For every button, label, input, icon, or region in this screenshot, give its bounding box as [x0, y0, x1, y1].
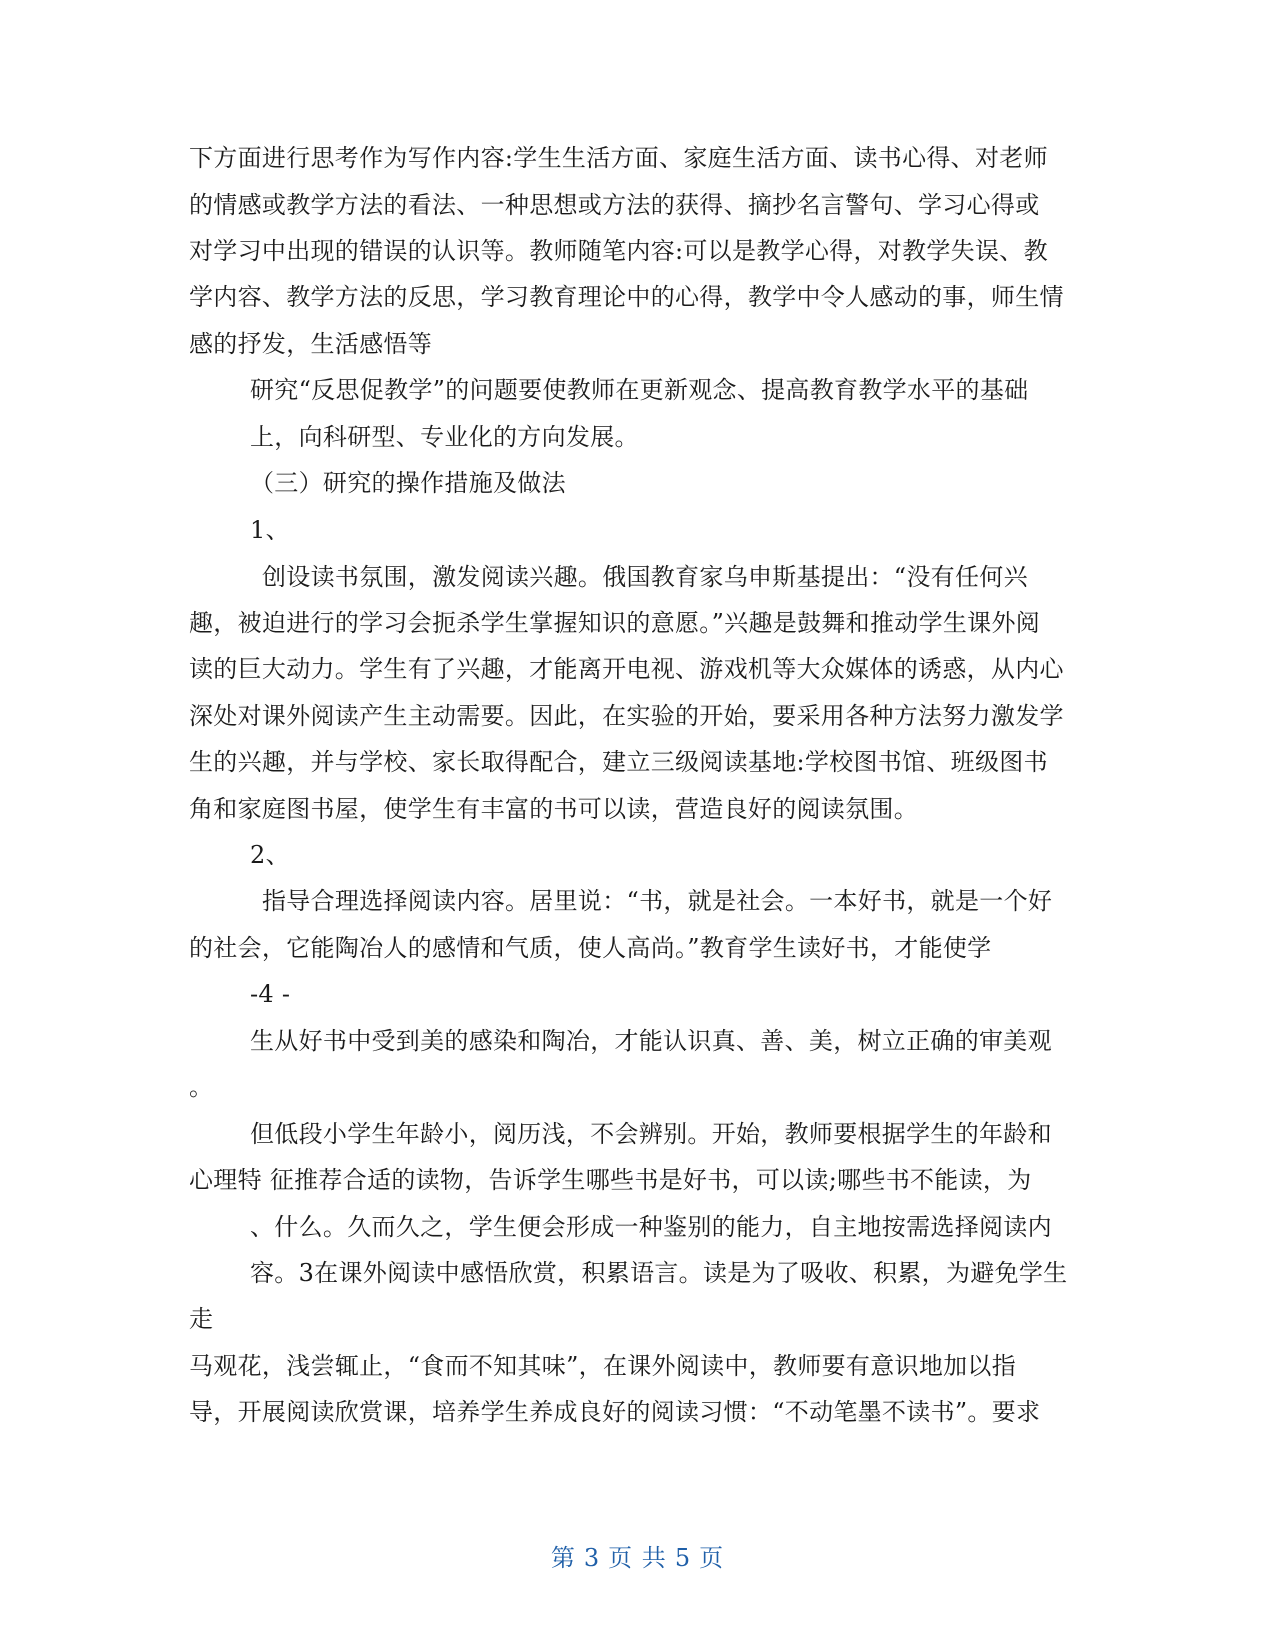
text-line: 学内容、教学方法的反思，学习教育理论中的心得，教学中令人感动的事，师生情	[189, 283, 1064, 311]
text-line: 研究“反思促教学”的问题要使教师在更新观念、提高教育教学水平的基础	[250, 376, 1029, 404]
text-line: 感的抒发，生活感悟等	[189, 330, 432, 358]
text-line: 马观花，浅尝辄止，“食而不知其味”，在课外阅读中，教师要有意识地加以指	[189, 1352, 1017, 1380]
footer-middle: 页 共	[608, 1544, 667, 1572]
text-line: 指导合理选择阅读内容。居里说：“书，就是社会。一本好书，就是一个好	[262, 887, 1053, 915]
text-line: 下方面进行思考作为写作内容:学生生活方面、家庭生活方面、读书心得、对老师	[189, 144, 1048, 172]
text-line: 、什么。久而久之，学生便会形成一种鉴别的能力，自主地按需选择阅读内	[250, 1213, 1052, 1241]
text-line: 走	[189, 1305, 214, 1333]
footer-suffix: 页	[699, 1544, 725, 1572]
footer-prefix: 第	[550, 1544, 576, 1572]
text-line: 读的巨大动力。学生有了兴趣，才能离开电视、游戏机等大众媒体的诱惑，从内心	[189, 655, 1064, 683]
section-heading: （三）研究的操作措施及做法	[250, 469, 566, 497]
text-line: 生的兴趣，并与学校、家长取得配合，建立三级阅读基地:学校图书馆、班级图书	[189, 748, 1048, 776]
list-number: 1、	[250, 516, 290, 544]
text-line: 对学习中出现的错误的认识等。教师随笔内容:可以是教学心得，对教学失误、教	[189, 237, 1048, 265]
text-line: 心理特 征推荐合适的读物，告诉学生哪些书是好书，可以读;哪些书不能读，为	[189, 1166, 1032, 1194]
page-number-marker: -4 -	[250, 980, 291, 1008]
text-line: 趣，被迫进行的学习会扼杀学生掌握知识的意愿。”兴趣是鼓舞和推动学生课外阅	[189, 609, 1041, 637]
text-line: 。	[189, 1073, 214, 1101]
text-line: 的社会，它能陶冶人的感情和气质，使人高尚。”教育学生读好书，才能使学	[189, 934, 992, 962]
text-line: 容。3在课外阅读中感悟欣赏，积累语言。读是为了吸收、积累，为避免学生	[250, 1259, 1068, 1287]
text-line: 但低段小学生年龄小，阅历浅，不会辨别。开始，教师要根据学生的年龄和	[250, 1120, 1052, 1148]
text-line: 深处对课外阅读产生主动需要。因此，在实验的开始，要采用各种方法努力激发学	[189, 702, 1064, 730]
text-line: 的情感或教学方法的看法、一种思想或方法的获得、摘抄名言警句、学习心得或	[189, 191, 1040, 219]
footer-current-page: 3	[583, 1544, 601, 1572]
text-line: 生从好书中受到美的感染和陶冶，才能认识真、善、美，树立正确的审美观	[250, 1027, 1052, 1055]
text-line: 创设读书氛围，激发阅读兴趣。俄国教育家乌申斯基提出：“没有任何兴	[262, 563, 1028, 591]
text-line: 角和家庭图书屋，使学生有丰富的书可以读，营造良好的阅读氛围。	[189, 795, 918, 823]
text-line: 上，向科研型、专业化的方向发展。	[250, 423, 639, 451]
text-line: 导，开展阅读欣赏课，培养学生养成良好的阅读习惯：“不动笔墨不读书”。要求	[189, 1398, 1041, 1426]
list-number: 2、	[250, 841, 290, 869]
page-footer	[0, 1538, 1275, 1573]
footer-total-pages: 5	[674, 1544, 692, 1572]
